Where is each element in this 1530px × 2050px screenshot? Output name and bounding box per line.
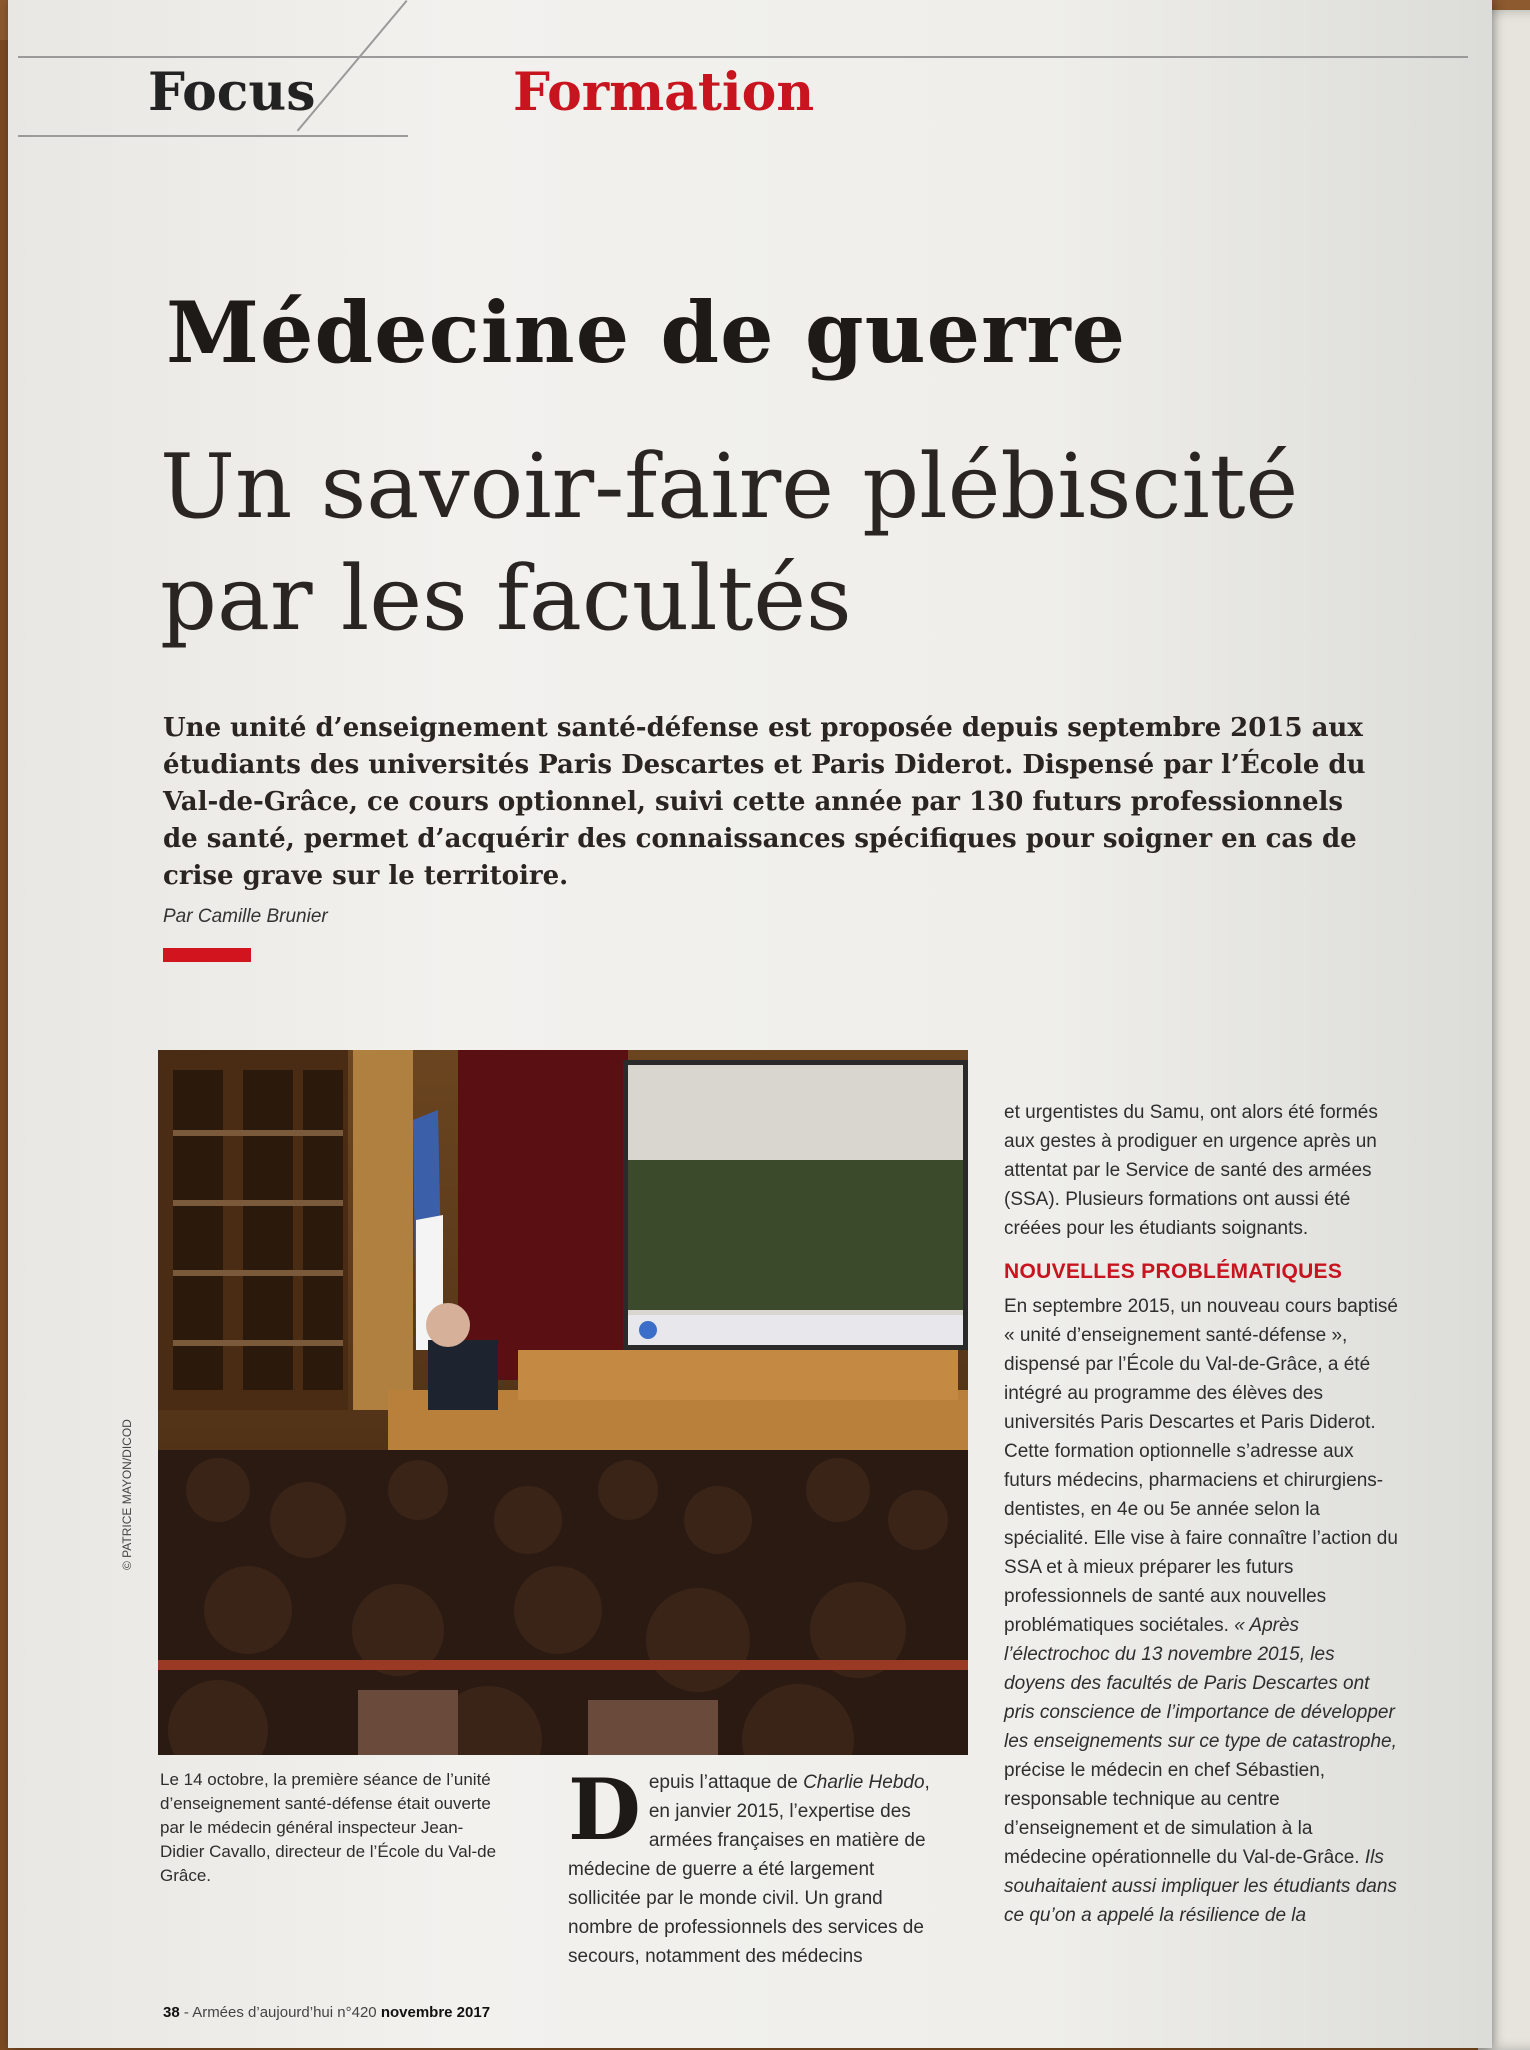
header-rule-bottom	[18, 135, 408, 137]
body-intro-part-1: epuis l’attaque de	[648, 1772, 804, 1793]
article-title: Médecine de guerre	[166, 283, 1127, 382]
page-footer	[163, 2004, 490, 2021]
body-right-paragraph-2: En septembre 2015, un nouveau cours baptisé « unité d’enseignement santé-défense », dispensé par l’École du Val-de-Grâce, a été intégré au programme des élèves des universités Paris Descartes et Paris Diderot. Cette formation optionnelle s’adresse aux futurs médecins, pharmaciens et chirurgiens-dentistes, en 4e ou 5e année selon la spécialité. Elle vise à faire connaître l’action du SSA et à mieux préparer les futurs professionnels de santé aux nouvelles problématiques sociétales.	[1004, 1296, 1398, 1636]
byline: Par Camille Brunier	[163, 906, 328, 927]
subtitle-line-1: Un savoir-faire plébiscité	[160, 434, 1299, 538]
issue-date: novembre 2017	[380, 2004, 491, 2021]
lecture-hall-photo	[158, 1050, 968, 1755]
body-intro-italic: Charlie Hebdo	[803, 1772, 925, 1793]
article-lead: Une unité d’enseignement santé-défense est proposée depuis septembre 2015 aux étudiants des universités Paris Descartes et Paris Diderot. Dispensé par l’École du Val-de-Grâce, ce cours optionnel, suivi cette année par 130 futurs professionnels de santé, permet d’acquérir des connaissances spécifiques pour soigner en cas de crise grave sur le territoire.	[163, 713, 1366, 891]
body-right-paragraph-1: et urgentistes du Samu, ont alors été formés aux gestes à prodiguer en urgence après un attentat par le Service de santé des armées (SSA). Plusieurs formations ont aussi été créées pour les étudiants soignants.	[1004, 1102, 1378, 1239]
red-accent-bar	[163, 948, 251, 962]
header-rule-top	[18, 56, 1468, 58]
page-number: 38	[163, 2004, 180, 2021]
article-body-column-2	[1004, 1098, 1400, 1930]
photo-credit: © PATRICE MAYON/DICOD	[120, 1419, 134, 1570]
article-body-column-1	[568, 1760, 948, 1971]
photo-caption: Le 14 octobre, la première séance de l’unité d’enseignement santé-défense était ouverte par le médecin général inspecteur Jean-Didier Cavallo, directeur de l’École du Val-de Grâce.	[160, 1770, 497, 1885]
rubric-focus: Focus	[148, 62, 316, 123]
article-subtitle	[160, 430, 1480, 654]
quote-part-1: « Après l’électrochoc du 13 novembre 2015, les doyens des facultés de Paris Descartes ont pris conscience de l’importance de développer les enseignements sur ce type de catastrophe,	[1004, 1615, 1397, 1752]
subtitle-line-2: par les facultés	[160, 546, 852, 650]
dropcap: D	[568, 1760, 641, 1859]
section-heading: NOUVELLES PROBLÉMATIQUES	[1004, 1260, 1343, 1283]
quote-part-2: Ils souhaitaient aussi impliquer les étudiants dans ce qu’on a appelé la résilience de la	[1004, 1847, 1397, 1926]
article-photo	[158, 1050, 968, 1755]
publication-name: - Armées d’aujourd’hui n°420	[179, 2004, 381, 2021]
body-right-paragraph-3: précise le médecin en chef Sébastien, responsable technique au centre d’enseignement et de simulation à la médecine opérationnelle du Val-de-Grâce.	[1004, 1760, 1360, 1868]
magazine-page	[8, 0, 1492, 2048]
rubric-formation: Formation	[513, 62, 815, 123]
body-intro-part-2: , en janvier 2015, l’expertise des armées françaises en matière de médecine de guerre a été largement sollicitée par le monde civil. Un grand nombre de professionnels des services de secours, notamment des médecins	[568, 1772, 930, 1967]
